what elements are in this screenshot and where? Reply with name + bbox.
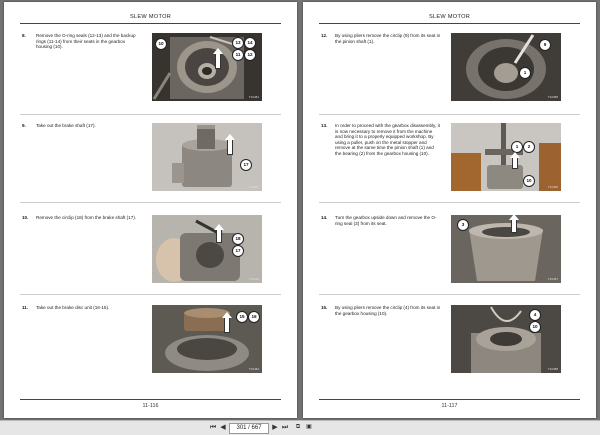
- step-12-photo: [451, 33, 561, 101]
- step-number: 12.: [321, 33, 328, 38]
- photo-code: T10483: [248, 277, 259, 281]
- callout: 11: [232, 49, 244, 61]
- step-text: Remove the O-ring seals (12-13) and the backup rings (11-14) from their seats in the gearbox housing (10).: [36, 33, 136, 50]
- brake-shaft-image: [152, 123, 262, 191]
- step-text: In order to proceed with the gearbox disassembly, it is now necessary to remove it from the machine and bring it to a properly equipped workshop. By using a puller, push on the metal stopper and remove at the same time the pinion shaft (1) and the bearing (2) from the gearbox housing (10).: [335, 123, 440, 156]
- fit-page-icon[interactable]: ▣: [306, 424, 312, 430]
- step-text: Remove the circlip (18) from the brake shaft (17).: [36, 215, 137, 220]
- step-number: 14.: [321, 215, 328, 220]
- step-11: [22, 305, 142, 311]
- next-page-icon[interactable]: ▶: [272, 424, 278, 431]
- previous-page-icon[interactable]: ◀: [220, 424, 226, 431]
- divider: [20, 202, 281, 203]
- callout: 2: [523, 141, 535, 153]
- page-header: SLEW MOTOR: [428, 14, 471, 20]
- copy-icon[interactable]: ⧉: [295, 424, 301, 430]
- gearbox-circlip-image: [451, 305, 561, 373]
- step-14-photo: [451, 215, 561, 283]
- step-9-photo: [152, 123, 262, 191]
- divider: [20, 294, 281, 295]
- step-8: [22, 33, 142, 50]
- callout: 1: [519, 67, 531, 79]
- callout: 3: [457, 219, 469, 231]
- callout: 1: [511, 141, 523, 153]
- callout: 9: [539, 39, 551, 51]
- callout: 10: [155, 38, 167, 50]
- arrow-icon: [215, 53, 221, 69]
- arrow-icon: [512, 157, 518, 169]
- photo-code: T10484: [248, 367, 259, 371]
- divider: [20, 114, 281, 115]
- step-11-photo: [152, 305, 262, 373]
- page-number: 11-116: [142, 403, 159, 409]
- puller-image: [451, 123, 561, 191]
- divider: [319, 114, 580, 115]
- callout: 17: [240, 159, 252, 171]
- callout: 4: [529, 309, 541, 321]
- step-text: Take out the brake shaft (17).: [36, 123, 96, 128]
- step-text: Turn the gearbox upside down and remove the O-ring seal (3) from its seat.: [335, 215, 437, 226]
- step-8-photo: [152, 33, 262, 101]
- step-text: By using pliers remove the circlip (9) from its seat in the pinion shaft (1).: [335, 33, 441, 44]
- step-12: [321, 33, 441, 44]
- callout: 15: [236, 311, 248, 323]
- step-13-photo: [451, 123, 561, 191]
- step-10-photo: [152, 215, 262, 283]
- photo-code: T10485: [547, 95, 558, 99]
- first-page-icon[interactable]: ⏮: [209, 424, 217, 431]
- step-number: 15.: [321, 305, 328, 310]
- page-header: SLEW MOTOR: [129, 14, 172, 20]
- page-number: 11-117: [441, 403, 458, 409]
- divider: [319, 202, 580, 203]
- step-number: 13.: [321, 123, 328, 128]
- step-13: [321, 123, 441, 157]
- callout: 16: [248, 311, 260, 323]
- photo-code: T10482: [248, 185, 259, 189]
- footer-rule: [20, 399, 281, 400]
- header-rule: [20, 23, 281, 24]
- callout: 13: [232, 37, 244, 49]
- step-number: 8.: [22, 33, 26, 38]
- step-number: 10.: [22, 215, 29, 220]
- step-9: [22, 123, 142, 129]
- step-15: [321, 305, 441, 316]
- step-text: Take out the brake disc unit (16-15).: [36, 305, 110, 310]
- step-10: [22, 215, 142, 221]
- callout: 18: [232, 233, 244, 245]
- last-page-icon[interactable]: ⏭: [281, 424, 289, 431]
- arrow-icon: [227, 139, 233, 155]
- footer-rule: [319, 399, 580, 400]
- arrow-icon: [511, 219, 517, 233]
- photo-code: T10487: [547, 277, 558, 281]
- step-14: [321, 215, 441, 226]
- photo-code: T10486: [547, 185, 558, 189]
- arrow-icon: [224, 317, 230, 333]
- divider: [319, 294, 580, 295]
- callout: 10: [523, 175, 535, 187]
- photo-code: T10481: [248, 95, 259, 99]
- callout: 10: [529, 321, 541, 333]
- header-rule: [319, 23, 580, 24]
- step-15-photo: [451, 305, 561, 373]
- circlip-image: [152, 215, 262, 283]
- arrow-icon: [216, 229, 222, 243]
- step-text: By using pliers remove the circlip (4) from its seat in the gearbox housing (10).: [335, 305, 441, 316]
- left-page: [4, 2, 297, 418]
- page-number-input[interactable]: 301 / 667: [229, 423, 269, 434]
- callout: 17: [232, 245, 244, 257]
- photo-code: T10488: [547, 367, 558, 371]
- step-number: 11.: [22, 305, 29, 310]
- step-number: 9.: [22, 123, 26, 128]
- callout: 14: [244, 37, 256, 49]
- right-page: [303, 2, 596, 418]
- viewer-toolbar: [0, 420, 600, 435]
- callout: 12: [244, 49, 256, 61]
